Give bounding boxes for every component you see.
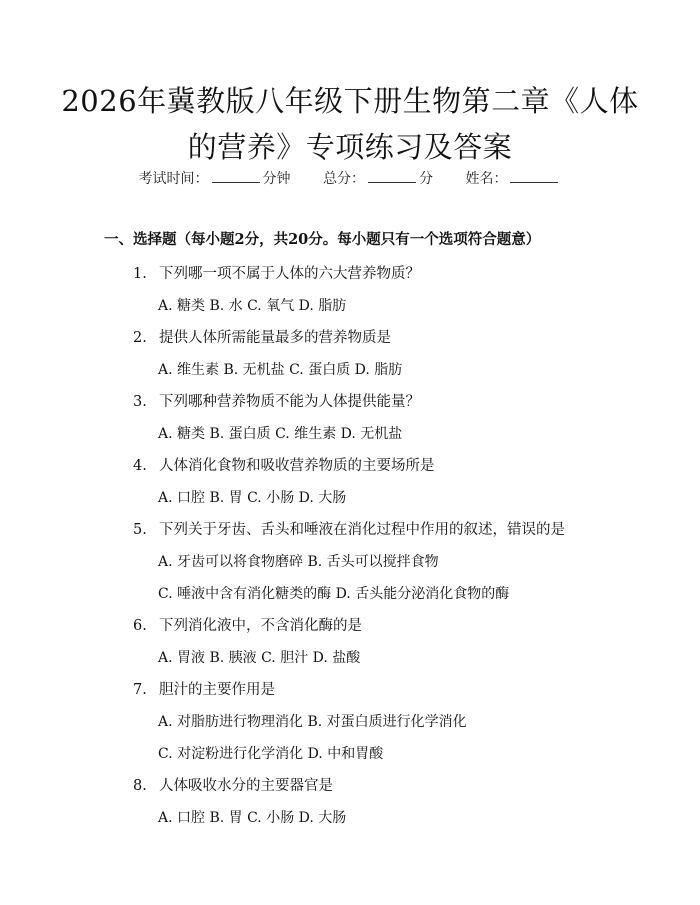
question-4 [133,454,435,475]
question-text: 提供人体所需能量最多的营养物质是 [159,330,391,346]
question-7 [133,678,275,699]
section-heading: 一、选择题（每小题2分，共20分。每小题只有一个选项符合题意） [104,231,541,248]
score-label: 总分： [323,171,365,187]
question-number: 5. [133,522,147,538]
time-label: 考试时间： [138,171,209,187]
question-text: 下列哪一项不属于人体的六大营养物质？ [159,266,420,282]
question-number: 6. [133,618,147,634]
time-blank [212,170,260,183]
question-text: 胆汁的主要作用是 [159,682,275,698]
question-number: 2. [133,330,147,346]
total-score [323,168,433,188]
question-5 [133,518,565,539]
question-number: 3. [133,394,147,410]
page-title [60,78,640,170]
question-8-options: A. 口腔 B. 胃 C. 小肠 D. 大肠 [158,810,347,826]
question-7-options-line-2: C. 对淀粉进行化学消化 D. 中和胃酸 [158,746,384,762]
question-2-options: A. 维生素 B. 无机盐 C. 蛋白质 D. 脂肪 [158,362,403,378]
question-3-options: A. 糖类 B. 蛋白质 C. 维生素 D. 无机盐 [158,426,403,442]
question-text: 下列关于牙齿、舌头和唾液在消化过程中作用的叙述，错误的是 [159,522,565,538]
question-text: 下列消化液中，不含消化酶的是 [159,618,362,634]
question-text: 人体吸收水分的主要器官是 [159,778,333,794]
title-line-2: 的营养》专项练习及答案 [187,130,513,164]
question-6 [133,614,362,635]
question-1 [133,262,420,283]
question-2 [133,326,391,347]
question-number: 8. [133,778,147,794]
name-label: 姓名： [465,171,508,187]
score-unit: 分 [419,171,433,187]
student-name [465,168,561,188]
question-number: 1. [133,266,147,282]
question-8 [133,774,333,795]
question-6-options: A. 胃液 B. 胰液 C. 胆汁 D. 盐酸 [158,650,361,666]
question-5-options-line-1: A. 牙齿可以将食物磨碎 B. 舌头可以搅拌食物 [158,554,439,570]
time-unit: 分钟 [262,171,291,187]
question-4-options: A. 口腔 B. 胃 C. 小肠 D. 大肠 [158,490,347,506]
question-3 [133,390,420,411]
question-number: 4. [133,458,147,474]
exam-time [139,168,291,188]
score-blank [368,170,416,183]
name-blank [510,170,558,183]
title-line-1: 2026年冀教版八年级下册生物第二章《人体 [61,84,639,118]
question-5-options-line-2: C. 唾液中含有消化糖类的酶 D. 舌头能分泌消化食物的酶 [158,586,510,602]
question-1-options: A. 糖类 B. 水 C. 氧气 D. 脂肪 [158,298,347,314]
question-text: 下列哪种营养物质不能为人体提供能量？ [159,394,420,410]
exam-meta [0,168,700,188]
question-number: 7. [133,682,147,698]
question-text: 人体消化食物和吸收营养物质的主要场所是 [159,458,435,474]
question-7-options-line-1: A. 对脂肪进行物理消化 B. 对蛋白质进行化学消化 [158,714,467,730]
